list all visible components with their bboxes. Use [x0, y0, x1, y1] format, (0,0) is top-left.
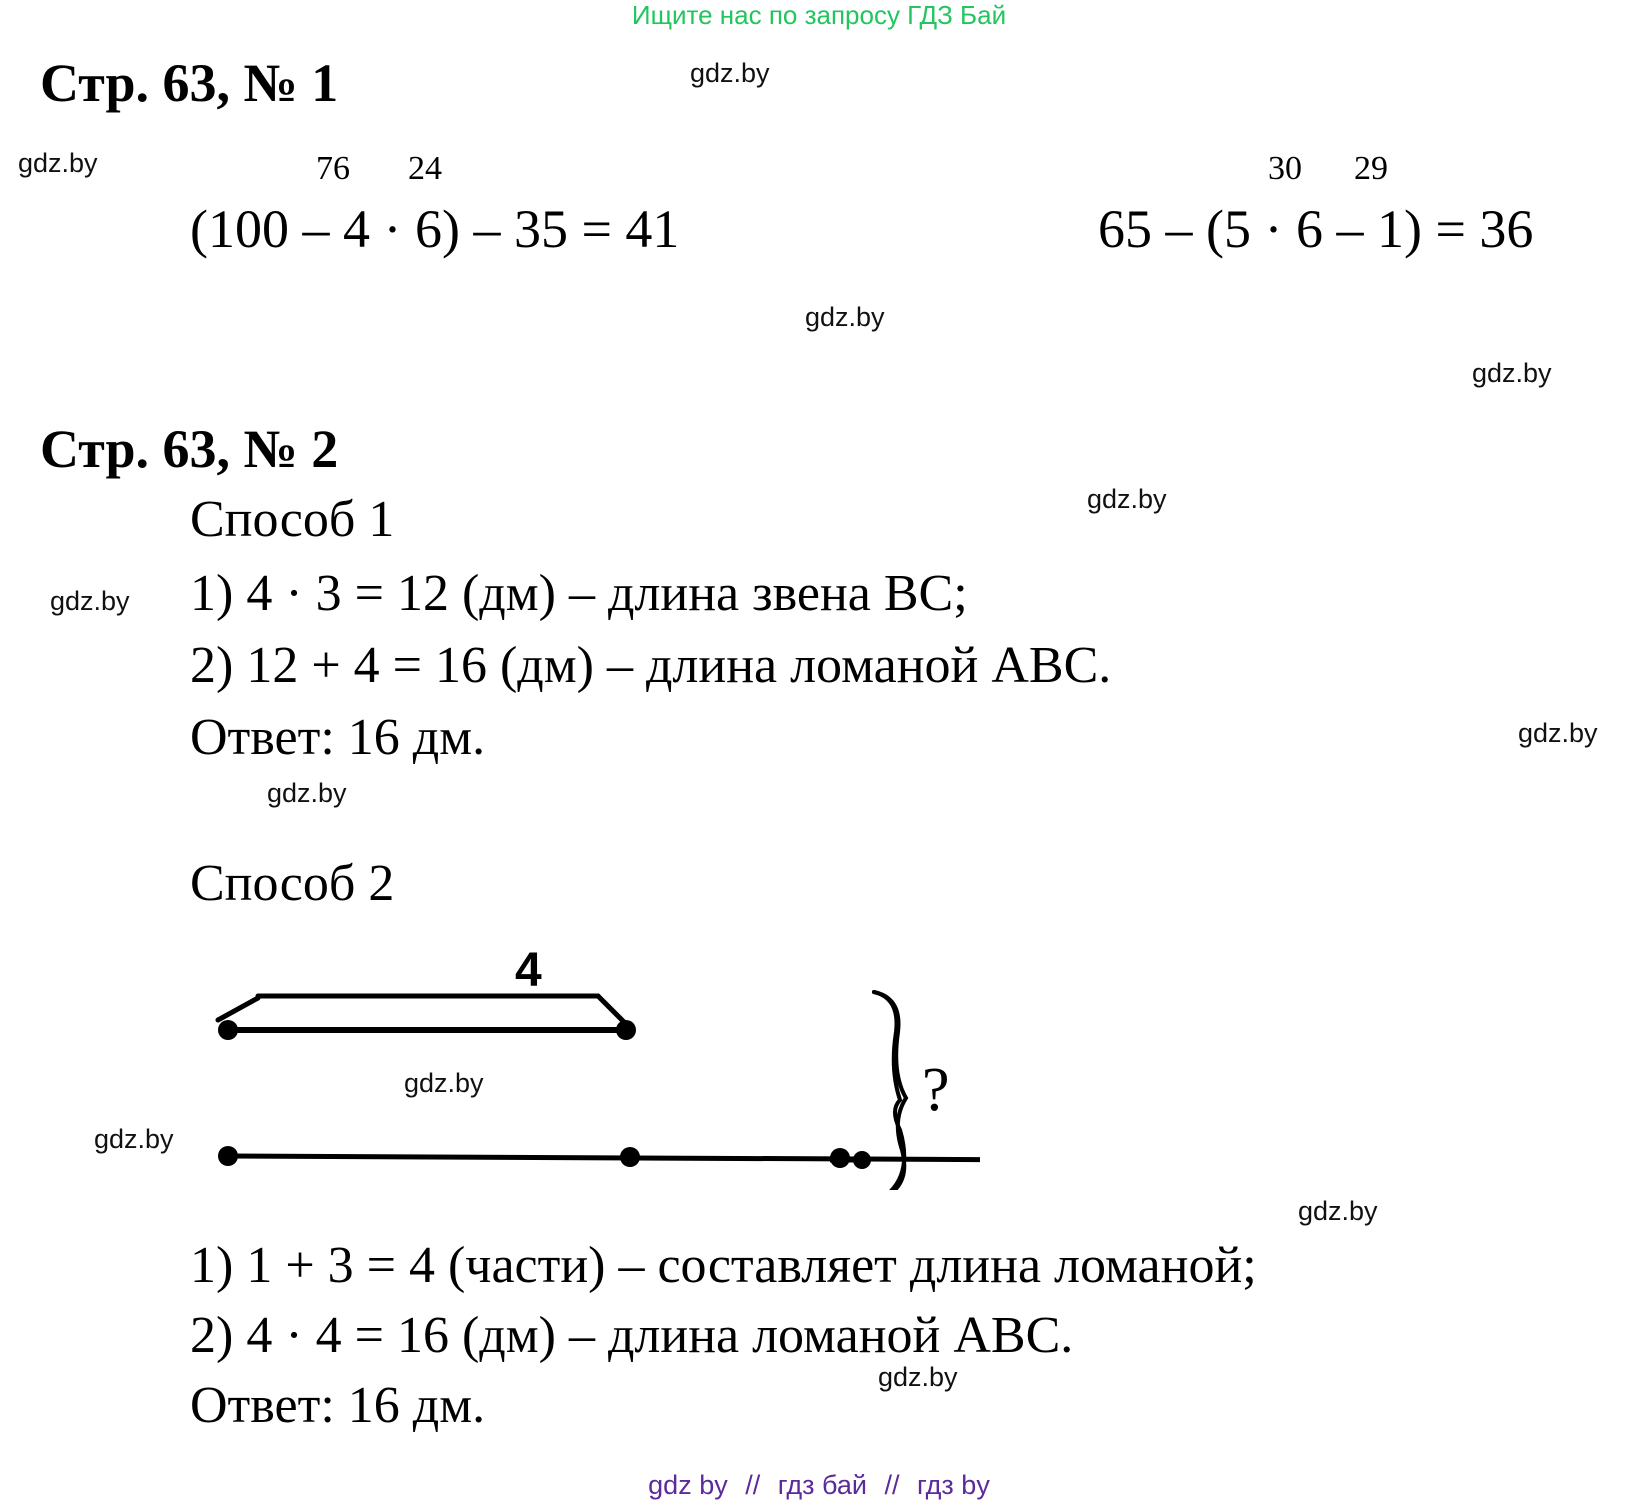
annotation: 30 [1268, 150, 1302, 187]
footer-link[interactable]: гдз by [917, 1470, 990, 1500]
watermark: gdz.by [404, 1068, 484, 1098]
watermark: gdz.by [878, 1362, 958, 1392]
top-segment-label: 4 [515, 944, 542, 997]
point [620, 1147, 640, 1167]
method2-step-2: 2) 4 · 4 = 16 (дм) – длина ломаной АВС. [190, 1307, 1074, 1364]
point [218, 1020, 238, 1040]
footer-separator: // [745, 1470, 761, 1500]
footer-link[interactable]: гдз бай [777, 1470, 867, 1500]
task2-heading: Стр. 63, № 2 [40, 419, 339, 479]
top-segment-bracket [218, 996, 624, 1022]
method1-title: Способ 1 [190, 491, 395, 548]
watermark: gdz.by [805, 302, 885, 332]
method2-answer: Ответ: 16 дм. [190, 1377, 486, 1434]
watermark: gdz.by [18, 148, 98, 178]
task1-heading: Стр. 63, № 1 [40, 53, 339, 113]
task1-left-expression: (100 – 4 · 6) – 35 = 41 [190, 199, 680, 259]
curly-brace [874, 992, 906, 1190]
watermark: gdz.by [50, 586, 130, 616]
watermark: gdz.by [94, 1124, 174, 1154]
watermark: gdz.by [1472, 358, 1552, 388]
method1-step-1: 1) 4 · 3 = 12 (дм) – длина звена ВС; [190, 565, 968, 622]
footer-link[interactable]: gdz by [648, 1470, 728, 1500]
point [616, 1020, 636, 1040]
annotation: 29 [1354, 150, 1388, 187]
footer-separator: // [884, 1470, 900, 1500]
watermark: gdz.by [690, 58, 770, 88]
point [853, 1151, 871, 1169]
point [218, 1146, 238, 1166]
annotation: 76 [316, 150, 350, 187]
watermark: gdz.by [1087, 484, 1167, 514]
watermark: gdz.by [1518, 718, 1598, 748]
task1-right-expression: 65 – (5 · 6 – 1) = 36 [1098, 199, 1534, 259]
method2-title: Способ 2 [190, 855, 395, 912]
annotation: 24 [408, 150, 442, 187]
footer [0, 1470, 1638, 1501]
method2-step-1: 1) 1 + 3 = 4 (части) – составляет длина ломаной; [190, 1237, 1257, 1294]
brace-and-question [830, 940, 980, 1190]
search-banner: Ищите нас по запросу ГДЗ Бай [631, 0, 1007, 30]
question-mark: ? [922, 1056, 950, 1124]
watermark: gdz.by [267, 778, 347, 808]
method1-step-2: 2) 12 + 4 = 16 (дм) – длина ломаной АВС. [190, 637, 1112, 694]
watermark: gdz.by [1298, 1196, 1378, 1226]
method1-answer: Ответ: 16 дм. [190, 709, 486, 766]
